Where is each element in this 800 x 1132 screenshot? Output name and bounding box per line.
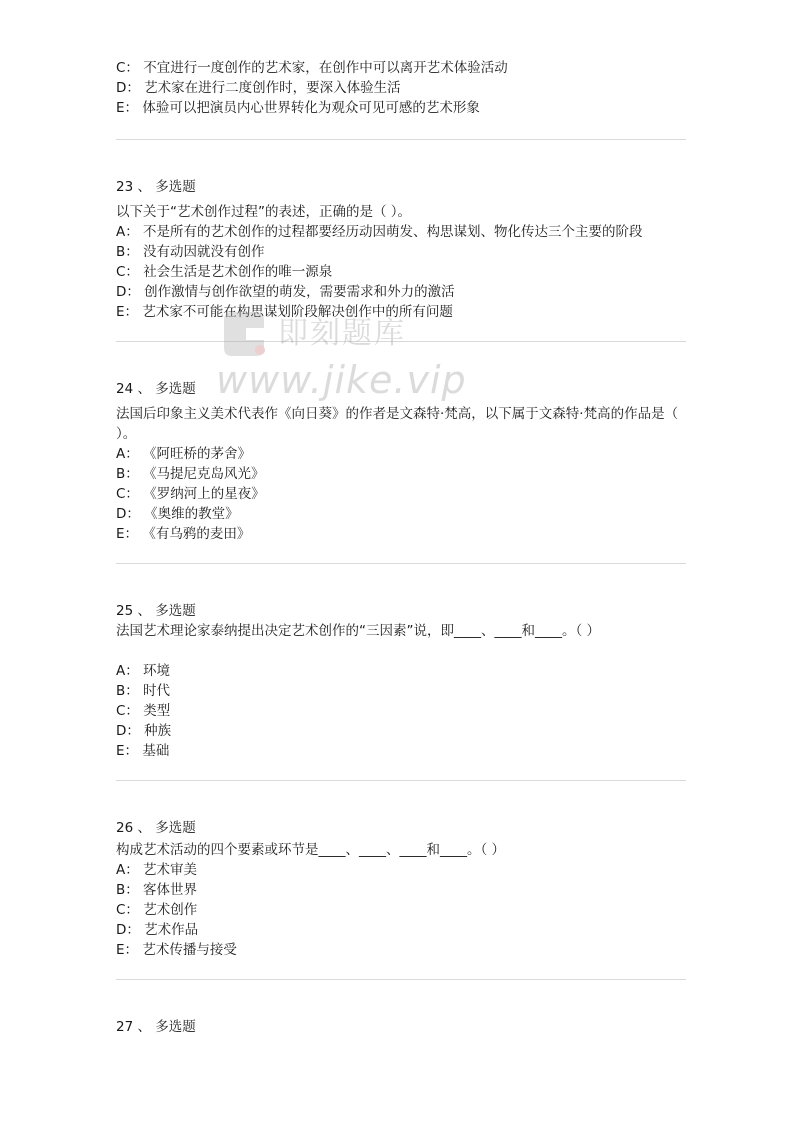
document-page: [116, 58, 686, 1037]
q24-option-b: B： 《马提尼克岛风光》: [116, 466, 265, 482]
q23-header: 23 、 多选题: [116, 179, 196, 195]
question-27: [116, 1017, 686, 1037]
q25-option-a: A： 环境: [116, 663, 171, 679]
q25-option-c: C： 类型: [116, 703, 171, 719]
watermark-brand: 即刻题库: [278, 316, 406, 351]
q23-option-a: A： 不是所有的艺术创作的过程都要经历动因萌发、构思谋划、物化传达三个主要的阶段: [116, 224, 643, 240]
question-26: [116, 818, 686, 960]
q23-option-e: E： 艺术家不可能在构思谋划阶段解决创作中的所有问题: [116, 304, 453, 320]
q24-option-d: D： 《奥维的教堂》: [116, 506, 239, 522]
q22-option-e: E： 体验可以把演员内心世界转化为观众可见可感的艺术形象: [116, 100, 480, 116]
q24-option-e: E： 《有乌鸦的麦田》: [116, 526, 251, 542]
q23-option-d: D： 创作激情与创作欲望的萌发，需要需求和外力的激活: [116, 284, 455, 300]
q23-option-c: C： 社会生活是艺术创作的唯一源泉: [116, 264, 333, 280]
q26-option-b: B： 客体世界: [116, 882, 198, 898]
q26-header: 26 、 多选题: [116, 820, 196, 836]
question-25: [116, 601, 686, 761]
q25-option-b: B： 时代: [116, 683, 171, 699]
q25-header: 25 、 多选题: [116, 603, 196, 619]
q26-option-c: C： 艺术创作: [116, 902, 198, 918]
watermark-url: www.jike.vip: [216, 358, 467, 402]
watermark: [216, 300, 467, 430]
q26-option-d: D： 艺术作品: [116, 922, 199, 938]
q25-option-d: D： 种族: [116, 723, 172, 739]
q25-option-e: E： 基础: [116, 743, 170, 759]
q24-option-c: C： 《罗纳河上的星夜》: [116, 486, 265, 502]
q22-option-c: C： 不宜进行一度创作的艺术家，在创作中可以离开艺术体验活动: [116, 60, 508, 76]
q24-stem: 法国后印象主义美术代表作《向日葵》的作者是文森特·梵高，以下属于文森特·梵高的作品是（ ）。: [116, 406, 679, 442]
q23-stem: 以下关于“艺术创作过程”的表述，正确的是（ ）。: [116, 204, 412, 220]
q23-option-b: B： 没有动因就没有创作: [116, 244, 265, 260]
q22-options: [116, 58, 686, 118]
q27-header: 27 、 多选题: [116, 1019, 196, 1035]
q24-option-a: A： 《阿旺桥的茅舍》: [116, 446, 252, 462]
q24-header: 24 、 多选题: [116, 381, 196, 397]
q22-option-d: D： 艺术家在进行二度创作时，要深入体验生活: [116, 80, 401, 96]
q25-stem: 法国艺术理论家泰纳提出决定艺术创作的“三因素”说，即____、____和____。（ ）: [116, 623, 601, 639]
q26-option-e: E： 艺术传播与接受: [116, 942, 237, 958]
q26-stem: 构成艺术活动的四个要素或环节是____、____、____和____。（ ）: [116, 842, 506, 858]
q26-option-a: A： 艺术审美: [116, 862, 198, 878]
brand-logo-icon: [216, 306, 272, 362]
